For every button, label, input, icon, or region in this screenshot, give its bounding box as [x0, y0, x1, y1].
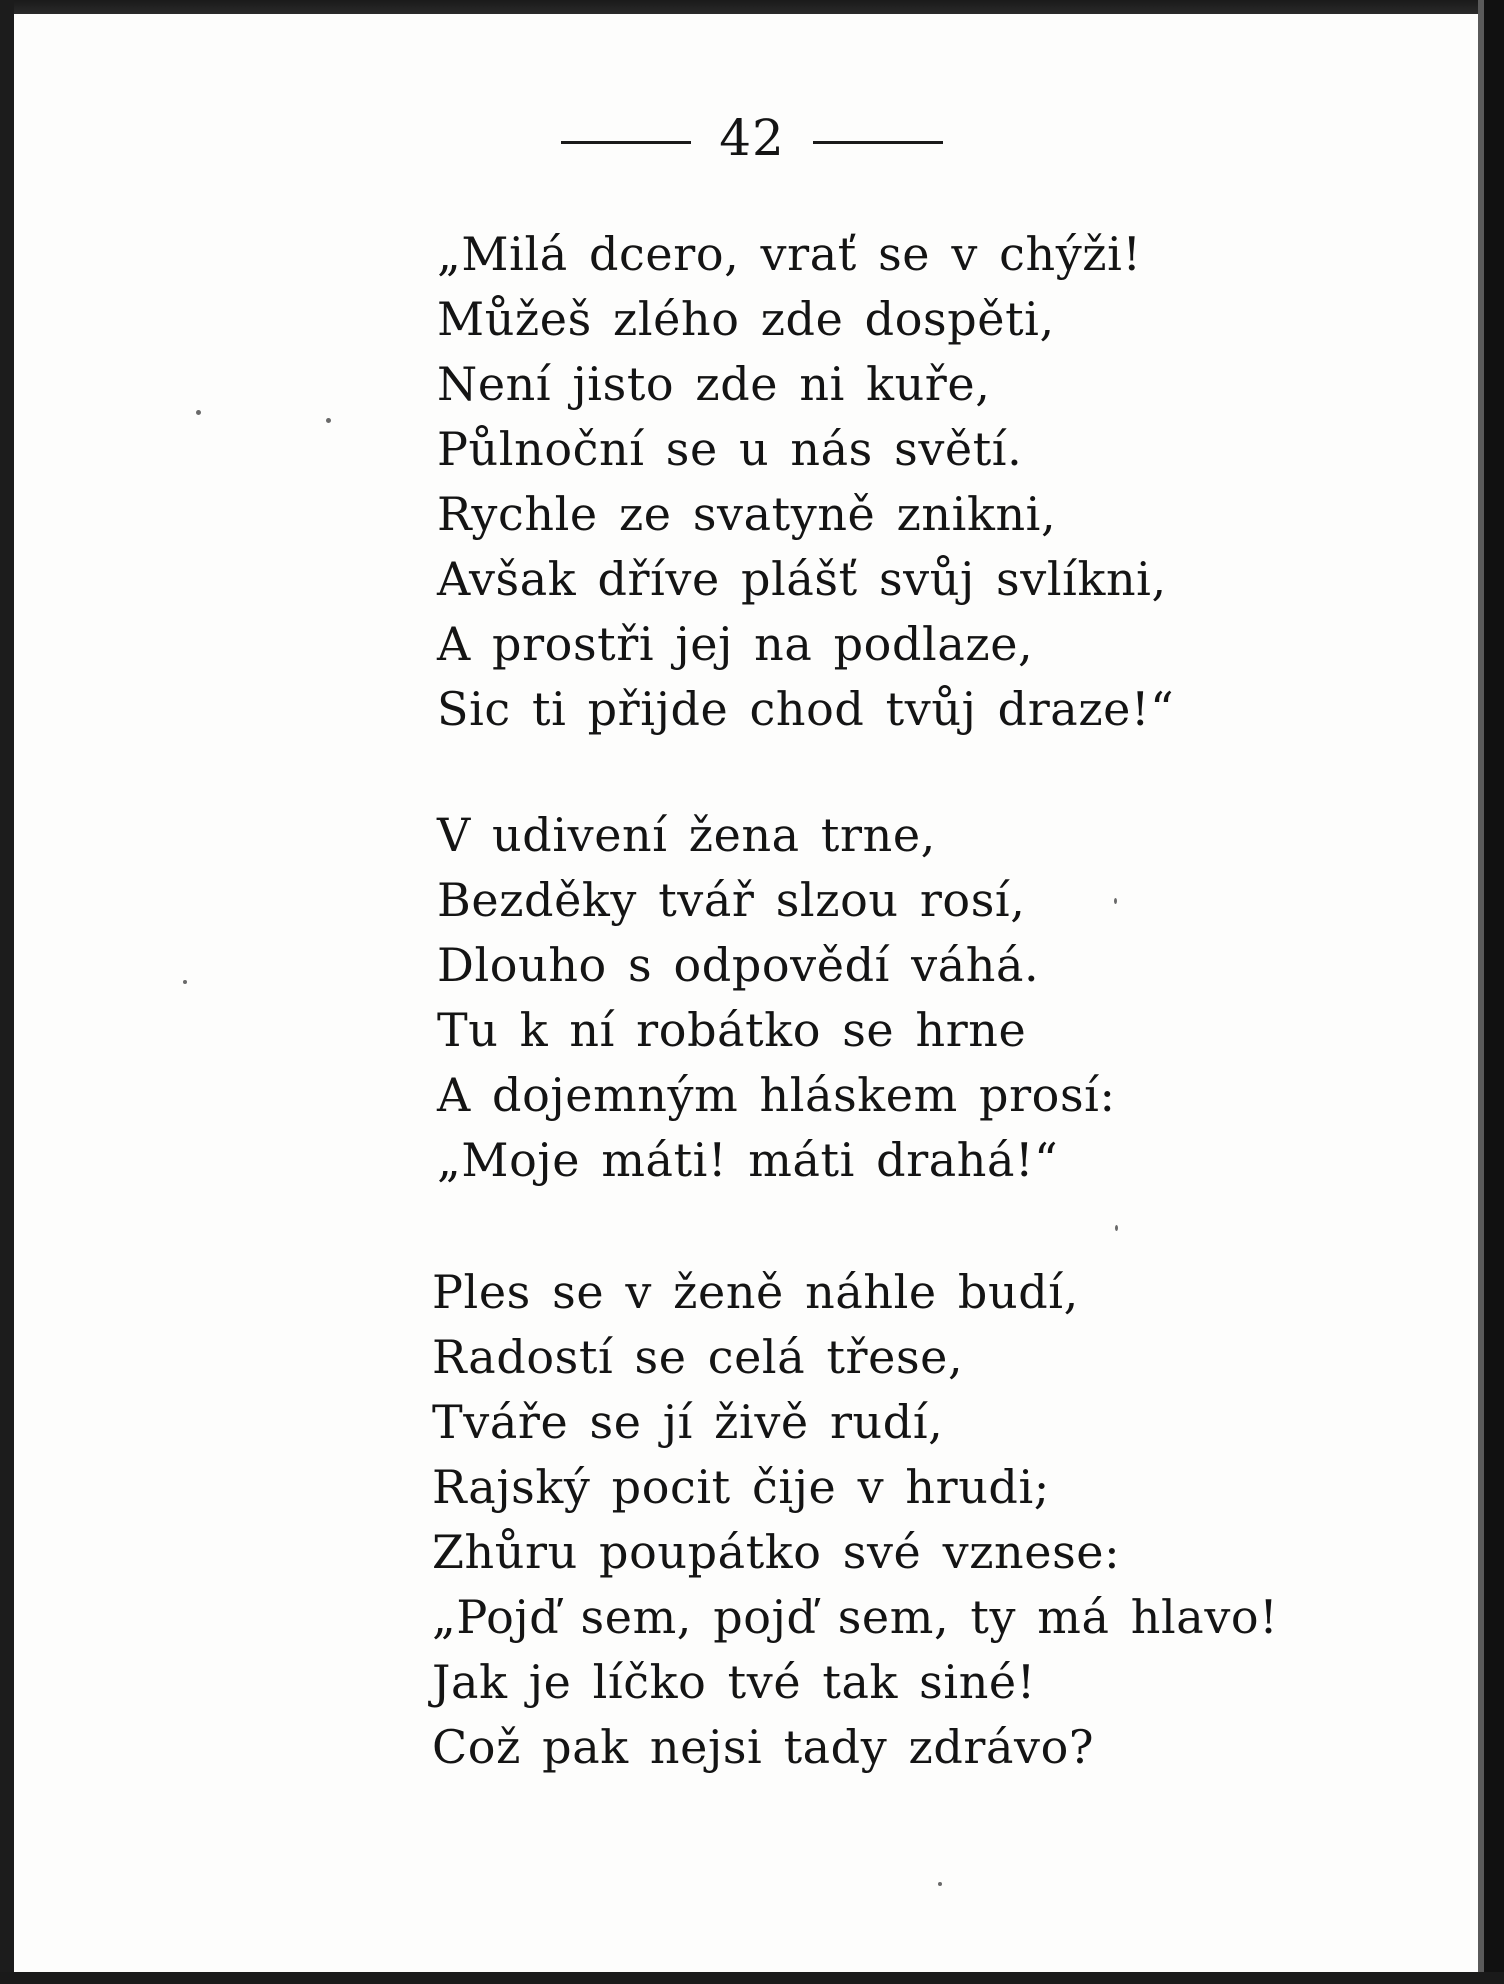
verse-line: Rajský pocit čije v hrudi;	[432, 1460, 1050, 1514]
verse-line: Sic ti přijde chod tvůj draze!“	[437, 682, 1175, 736]
verse-line: „Milá dcero, vrať se v chýži!	[437, 227, 1142, 281]
header-rule-right	[813, 141, 943, 144]
verse-line: Dlouho s odpovědí váhá.	[437, 938, 1040, 992]
verse-line: Zhůru poupátko své vznese:	[432, 1525, 1121, 1579]
verse-line: Tu k ní robátko se hrne	[437, 1003, 1027, 1057]
page-header	[0, 108, 1504, 168]
verse-line: Což pak nejsi tady zdrávo?	[432, 1720, 1095, 1774]
verse-line: Tváře se jí živě rudí,	[432, 1395, 944, 1449]
page-number: 42	[719, 109, 785, 167]
verse-line: Ples se v ženě náhle budí,	[432, 1265, 1079, 1319]
verse-line: Jak je líčko tvé tak siné!	[432, 1655, 1036, 1709]
verse-line: Půlnoční se u nás světí.	[437, 422, 1023, 476]
verse-line: Rychle ze svatyně znikni,	[437, 487, 1057, 541]
stanza-3	[432, 1260, 1278, 1780]
verse-line: „Moje máti! máti drahá!“	[437, 1133, 1059, 1187]
verse-line: Můžeš zlého zde dospěti,	[437, 292, 1055, 346]
verse-line: Bezděky tvář slzou rosí,	[437, 873, 1026, 927]
verse-line: Avšak dříve plášť svůj svlíkni,	[437, 552, 1167, 606]
verse-line: A prostři jej na podlaze,	[437, 617, 1034, 671]
stanza-1	[437, 222, 1174, 742]
verse-line: A dojemným hláskem prosí:	[437, 1068, 1116, 1122]
verse-line: „Pojď sem, pojď sem, ty má hlavo!	[432, 1590, 1279, 1644]
verse-line: Není jisto zde ni kuře,	[437, 357, 991, 411]
header-rule-left	[561, 141, 691, 144]
verse-line: V udivení žena trne,	[437, 808, 936, 862]
stanza-2	[437, 803, 1116, 1193]
verse-line: Radostí se celá třese,	[432, 1330, 964, 1384]
